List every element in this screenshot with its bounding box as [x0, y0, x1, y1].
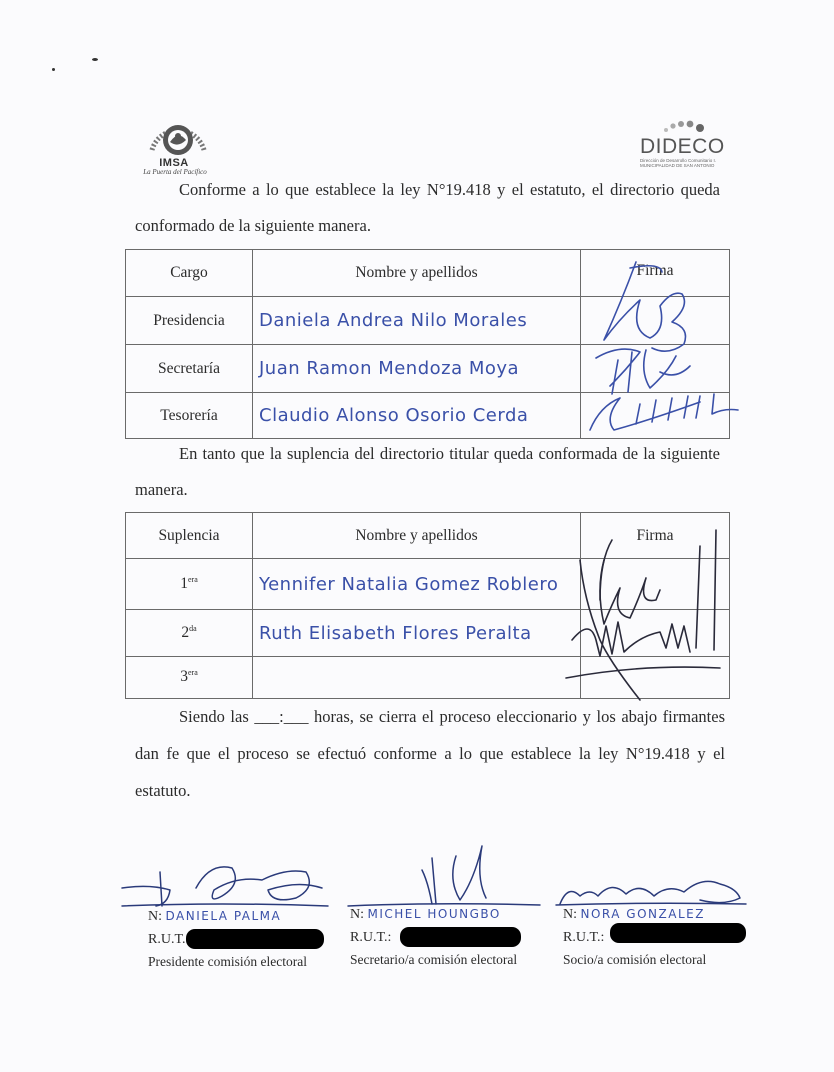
redacted-rut	[400, 927, 521, 947]
nombre-cell: Juan Ramon Mendoza Moya	[253, 345, 581, 393]
header-suplencia: Suplencia	[126, 513, 253, 559]
firma-cell	[581, 393, 730, 439]
signatory-rut-label: R.U.T.	[148, 932, 186, 947]
firma-cell	[581, 657, 730, 699]
cargo-cell: Secretaría	[126, 345, 253, 393]
signatory-rut-label: R.U.T.:	[563, 930, 605, 945]
table-row	[126, 559, 730, 610]
paper-speck	[92, 58, 98, 61]
nombre-cell: Daniela Andrea Nilo Morales	[253, 297, 581, 345]
imsa-logo-name: IMSA	[159, 157, 189, 169]
signatory-role: Socio/a comisión electoral	[563, 952, 707, 967]
signatory-handwritten-name: DANIELA PALMA	[165, 909, 282, 923]
firma-cell	[581, 297, 730, 345]
table-row	[126, 393, 730, 439]
socio-signature	[556, 881, 746, 905]
intro-paragraph: Conforme a lo que establece la ley N°19.418 y el estatuto, el directorio queda conformado de la siguiente manera.	[135, 180, 720, 235]
suplencia-paragraph: En tanto que la suplencia del directorio titular queda conformada de la siguiente manera.	[135, 444, 720, 499]
signatory-handwritten-name: MICHEL HOUNGBO	[367, 907, 501, 921]
header-cargo: Cargo	[126, 250, 253, 297]
nombre-cell	[253, 657, 581, 699]
suplencia-order-cell: $1^{era}$	[126, 559, 253, 610]
signatory-name-line: N: NORA GONZALEZ	[563, 907, 705, 922]
header-firma: Firma	[581, 513, 730, 559]
paper-speck	[52, 68, 55, 71]
cargo-cell: Presidencia	[126, 297, 253, 345]
secretary-signature	[348, 846, 540, 906]
firma-cell	[581, 345, 730, 393]
nombre-cell: Yennifer Natalia Gomez Roblero	[253, 559, 581, 610]
table-row	[126, 610, 730, 657]
signatory-role: Presidente comisión electoral	[148, 954, 307, 969]
suplencia-order-cell: $3^{era}$	[126, 657, 253, 699]
redacted-rut	[610, 923, 746, 943]
table-row	[126, 297, 730, 345]
closing-paragraph: Siendo las ___:___ horas, se cierra el proceso eleccionario y los abajo firmantes dan fe que el proceso se efectuó conforme a lo que establece la ley N°19.418 y el estatuto.	[135, 707, 725, 800]
dideco-logo-subtitle: Dirección de Desarrollo Comunitario I. MUNICIPALIDAD DE SAN ANTONIO	[640, 158, 717, 168]
table-row	[126, 657, 730, 699]
signatory-role: Secretario/a comisión electoral	[350, 952, 518, 967]
firma-cell	[581, 559, 730, 610]
nombre-cell: Ruth Elisabeth Flores Peralta	[253, 610, 581, 657]
suplencia-table	[125, 512, 730, 699]
signatory-name-line: N: MICHEL HOUNGBO	[350, 907, 501, 922]
cargo-cell: Tesorería	[126, 393, 253, 439]
signatory-handwritten-name: NORA GONZALEZ	[580, 907, 705, 921]
president-signature	[122, 867, 328, 906]
firma-cell	[581, 610, 730, 657]
nombre-cell: Claudio Alonso Osorio Cerda	[253, 393, 581, 439]
directorio-table	[125, 249, 730, 439]
dideco-dots-icon	[660, 118, 710, 136]
signatory-name-line: N: DANIELA PALMA	[148, 909, 282, 924]
imsa-logo-tagline: La Puerta del Pacífico	[143, 168, 207, 176]
header-nombre: Nombre y apellidos	[253, 250, 581, 297]
dideco-logo-name: DIDECO	[640, 135, 725, 158]
table-row	[126, 345, 730, 393]
redacted-rut	[186, 929, 324, 949]
header-nombre: Nombre y apellidos	[253, 513, 581, 559]
suplencia-order-cell: $2^{da}$	[126, 610, 253, 657]
signatory-rut-label: R.U.T.:	[350, 930, 392, 945]
header-firma: Firma	[581, 250, 730, 297]
